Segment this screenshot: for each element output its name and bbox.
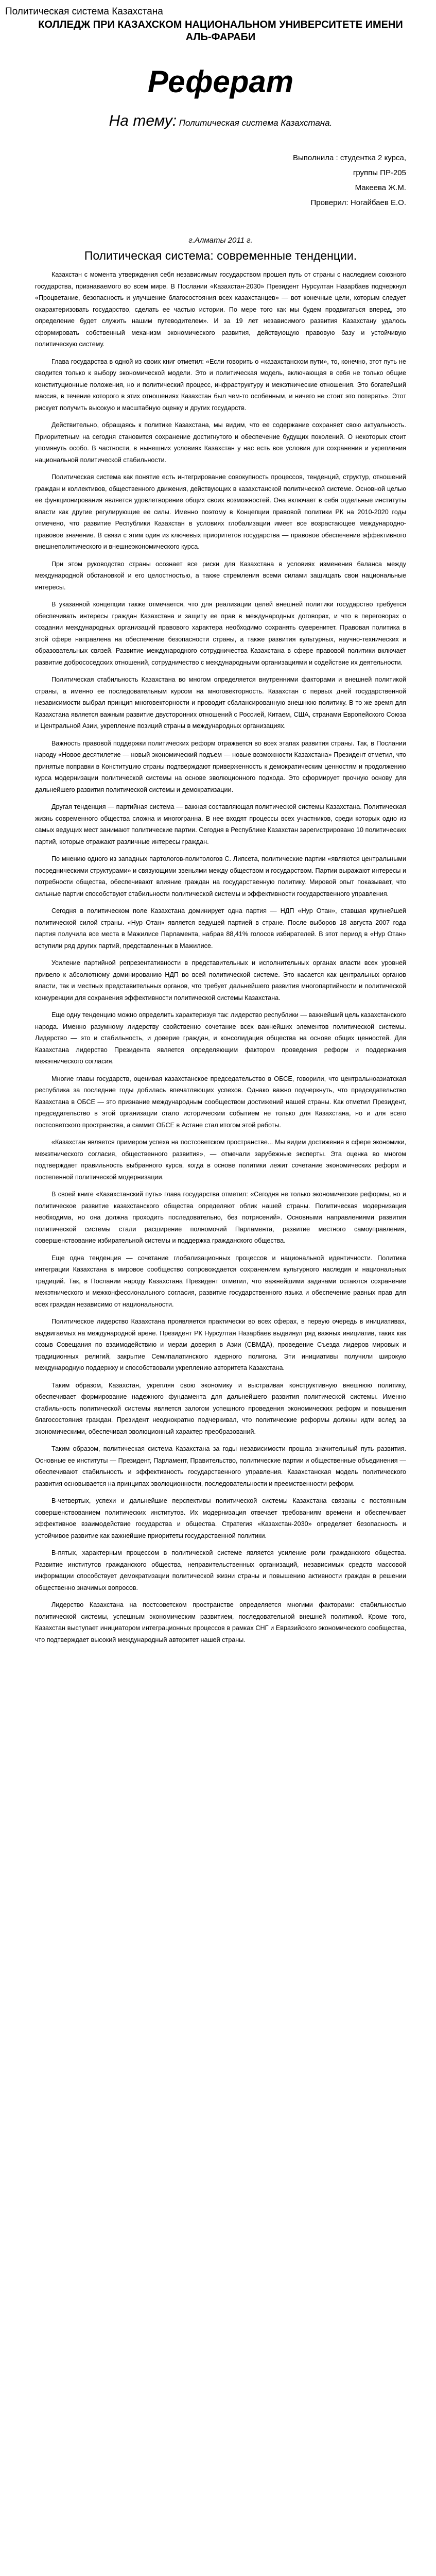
paragraph: Казахстан с момента утверждения себя независимым государством прошел путь от страны с наследием союзного государства, признаваемого во всем мире. В Послании «Казахстан-2030» Президент Нурсултан Назарбаев подчеркнул «Процветание, безопасность и улучшение благосостояния всех казахстанцев» — вот конечные цели, которым следует охарактеризовать государство, сделать ее частью истории. По мере того как мы будем продвигаться вперед, это определение будет служить нашим путеводителем». И за 19 лет независимого развития Казахстану удалось сформировать собственный механизм экономического развития, действующую правовую базу и устойчивую политическую систему.	[35, 271, 406, 348]
paragraph: По мнению одного из западных партологов-политологов С. Липсета, политические партии «являются центральными посредническими структурами» и связующими звеньями между обществом и государством. Партии выражают интересы и потребности общества, обеспечивают влияние граждан на государственную политику. Мировой опыт показывает, что сильные партии способствуют стабильности политической системы и эффективности государственного управления.	[35, 855, 406, 897]
meta-author: Макеева Ж.М.	[355, 183, 406, 192]
document-header-title: Политическая система Казахстана	[5, 6, 163, 17]
paragraph: В указанной концепции также отмечается, что для реализации целей внешней политики государство требуется обеспечивать интересы граждан Казахстана и защиту ее прав в международных договорах, и что в переговорах о создании международных организаций правового характера необходимо сохранять суверенитет. Правовая политика в этой сфере направлена на обеспечение безопасности страны, а также развития культурных, научно-технических и образовательных связей. Развитие международного сотрудничества Казахстана в сфере правовой политики включает развитие добрососедских отношений, сотрудничество с международными организациями и содействие их деятельности.	[35, 601, 406, 666]
report-title: Реферат	[147, 64, 294, 99]
paragraph: Действительно, обращаясь к политике Казахстана, мы видим, что ее содержание сохраняет свою актуальность. Приоритетным на сегодня становится сохранение достигнутого и обеспечение будущих поколений. О некоторых стоит упомянуть особо. В частности, в нынешних условиях Казахстан у нас есть все условия для сохранения и укрепления национальной политической стабильности.	[35, 421, 406, 464]
paragraph: Глава государства в одной из своих книг отметил: «Если говорить о «казахстанском пути», то, конечно, этот путь не сводится только к выбору экономической модели. Это и политическая модель, включающая в себя не только общие конституционные положения, но и политический процесс, инфраструктуру и межэтнические отношения. Это богатейший массив, в течение которого в этих отношениях Казахстан был чем-то особенным, и ничего не стоит это потерять». Этот рискует получить высокую и масштабную оценку и других государств.	[35, 358, 406, 412]
paragraph: Другая тенденция — партийная система — важная составляющая политической системы Казахстана. Политическая жизнь современного общества сложна и многогранна. В нее входят процессы всех участников, среди которых одно из самых ведущих мест занимают политические партии. Сегодня в Республике Казахстан зарегистрировано 10 политических партий, которые отражают различные интересы граждан.	[35, 803, 406, 845]
theme-topic: Политическая система Казахстана.	[179, 118, 333, 128]
paragraph: Таким образом, политическая система Казахстана за годы независимости прошла значительный путь развития. Основные ее институты — Президент, Парламент, Правительство, политические партии и общественные объединения — обеспечивают стабильность и эффективность государственного управления. Казахстанская модель политического развития основывается на принципах эволюционности, последовательности и преемственности реформ.	[35, 1445, 406, 1487]
paragraph: Лидерство Казахстана на постсоветском пространстве определяется многими факторами: стабильностью политической системы, успешным экономическим развитием, последовательной внешней политикой. Кроме того, Казахстан выступает инициатором интеграционных процессов в рамках СНГ и Евразийского экономического сообщества, что подтверждает высокий международный авторитет нашей страны.	[35, 1601, 406, 1643]
paragraph: Важность правовой поддержки политических реформ отражается во всех этапах развития страны. Так, в Послании народу «Новое десятилетие — новый экономический подъем — новые возможности Казахстана» Президент отметил, что принятые поправки в Конституцию страны подтверждают приверженность к демократическим ценностям и продолжению курса модернизации политической системы на основе эволюционного подхода. Это сформирует прочную основу для дальнейшего развития политической системы и демократизации.	[35, 739, 406, 793]
theme-line	[35, 112, 406, 130]
paragraph: В своей книге «Казахстанский путь» глава государства отметил: «Сегодня не только экономические реформы, но и политическое развитие казахстанского общества определяют облик нашей страны. Политическая модернизация необходима, но она должна проходить последовательно, без потрясений». Основными направлениями развития политической системы стали расширение полномочий Парламента, развитие местного самоуправления, совершенствование избирательной системы и поддержка гражданского общества.	[35, 1191, 406, 1244]
college-name: КОЛЛЕДЖ ПРИ КАЗАХСКОМ НАЦИОНАЛЬНОМ УНИВЕРСИТЕТЕ ИМЕНИ АЛЬ-ФАРАБИ	[38, 19, 403, 43]
paragraph: «Казахстан является примером успеха на постсоветском пространстве... Мы видим достижения в сфере экономики, межэтнического согласия, общественного развития», — отмечали зарубежные эксперты. Эта оценка во многом подтверждает правильность выбранного курса, когда в основе политики лежит сочетание экономических реформ и постепенной политической модернизации.	[35, 1139, 406, 1181]
place-year: г.Алматы 2011 г.	[188, 236, 253, 245]
theme-label: На тему:	[109, 112, 177, 129]
meta-checked: Проверил: Ногайбаев Е.О.	[310, 198, 406, 207]
paragraph: Таким образом, Казахстан, укрепляя свою экономику и выстраивая конструктивную внешнюю политику, обеспечивает формирование надежного фундамента для дальнейшего развития политической системы. Именно стабильность политической системы является залогом успешного проведения экономических реформ и повышения благосостояния граждан. Президент неоднократно подчеркивал, что политические реформы должны идти вслед за экономическими, обеспечивая эволюционный характер преобразований.	[35, 1381, 406, 1435]
body-text	[35, 269, 406, 1646]
paragraph: В-четвертых, успехи и дальнейшие перспективы политической системы Казахстана связаны с постоянным совершенствованием политических институтов. Их модернизация отвечает требованиям времени и обеспечивает эффективное взаимодействие государства и общества. Стратегия «Казахстан-2030» определяет безопасность и устойчивое развитие как важнейшие приоритеты государственной политики.	[35, 1497, 406, 1539]
paragraph: Еще одна тенденция — сочетание глобализационных процессов и национальной идентичности. Политика интеграции Казахстана в мировое сообщество сопровождается сохранением культурного наследия и национальных традиций. Так, в Послании народу Казахстана Президент отметил, что важнейшими задачами остаются сохранение межэтнического и межконфессионального согласия, развитие государственного языка и обеспечение равных прав для всех граждан независимо от национальности.	[35, 1254, 406, 1308]
meta-group: группы ПР-205	[353, 168, 406, 177]
paragraph: Усиление партийной репрезентативности в представительных и исполнительных органах власти всех уровней привело к абсолютному доминированию НДП во всей политической системе. Это касается как центральных органов власти, так и местных представительных органов, что требует дальнейшего развития многопартийности и политической конкуренции для сохранения эффективности политической системы Казахстана.	[35, 959, 406, 1002]
section-heading: Политическая система: современные тенденции.	[84, 249, 357, 262]
author-meta	[35, 150, 406, 210]
paragraph: В-пятых, характерным процессом в политической системе является усиление роли гражданского общества. Развитие институтов гражданского общества, неправительственных организаций, независимых средств массовой информации способствует демократизации политической жизни страны и повышению активности граждан в решении общественно значимых вопросов.	[35, 1549, 406, 1591]
paragraph: Еще одну тенденцию можно определить характеризуя так: лидерство республики — важнейший цель казахстанского народа. Именно разумному лидерству свойственно сочетание всех важнейших элементов политической системы. Лидерство — это и стабильность, и доверие граждан, и консолидация общества на основе общих ценностей. Для Казахстана лидерство Президента является определяющим фактором проведения реформ и поддержания межэтнического согласия.	[35, 1011, 406, 1065]
paragraph: Многие главы государств, оценивая казахстанское председательство в ОБСЕ, говорили, что центральноазиатская республика за последние годы добилась впечатляющих успехов. Однако важно подчеркнуть, что председательство Казахстана в ОБСЕ — это признание международным сообществом достижений нашей страны. Как отметил Президент, председательство в этой организации стало историческим событием не только для Казахстана, но и для всего постсоветского пространства, а саммит ОБСЕ в Астане стал итогом этой работы.	[35, 1075, 406, 1129]
paragraph: Сегодня в политическом поле Казахстана доминирует одна партия — НДП «Нур Отан», ставшая крупнейшей политической силой страны. «Нур Отан» является ведущей партией в стране. После выборов 18 августа 2007 года партия получила все места в Мажилисе Парламента, набрав 88,41% голосов избирателей. В этот период в «Нур Отан» вступили ряд других партий, представленных в Мажилисе.	[35, 907, 406, 950]
paragraph: При этом руководство страны осознает все риски для Казахстана в условиях изменения баланса между международной обстановкой и его целостностью, а также стремления всеми силами защищать свои национальные интересы.	[35, 560, 406, 591]
paragraph: Политическая стабильность Казахстана во многом определяется внутренними факторами и внешней политикой страны, а именно ее последовательным курсом на многовекторность. Казахстан с первых дней государственной независимости выбрал принцип многовекторности и проводит сбалансированную внешнюю политику. В то же время для Казахстана является важным развитие двусторонних отношений с Россией, Китаем, США, странами Европейского Союза и Центральной Азии, укрепление позиций страны в международных организациях.	[35, 676, 406, 730]
paragraph: Политическая система как понятие есть интегрирование совокупность процессов, тенденций, структур, отношений граждан и коллективов, общественного движения, действующих в казахстанской политической системе. Основной целью ее функционирования является удовлетворение общих своих возможностей. Она включает в себя отдельные институты власти как другие регулирующие ее силы. Именно поэтому в Концепции правовой политики РК на 2010-2020 годы отмечено, что развитие Республики Казахстан в условиях глобализации имеет все возрастающее международно-правовое значение. В связи с этим один из ключевых приоритетов государства — правовое обеспечение эффективного внешнеполитического и внешнеэкономического курса.	[35, 473, 406, 550]
meta-performed: Выполнила : студентка 2 курса,	[292, 154, 406, 162]
paragraph: Политическое лидерство Казахстана проявляется практически во всех сферах, в первую очередь в инициативах, выдвигаемых на международной арене. Президент РК Нурсултан Назарбаев выдвинул ряд важных инициатив, таких как созыв Совещания по взаимодействию и мерам доверия в Азии (СВМДА), проведение Съезда лидеров мировых и традиционных религий, закрытие Семипалатинского ядерного полигона. Эти инициативы получили широкую международную поддержку и способствовали укреплению авторитета Казахстана.	[35, 1318, 406, 1371]
